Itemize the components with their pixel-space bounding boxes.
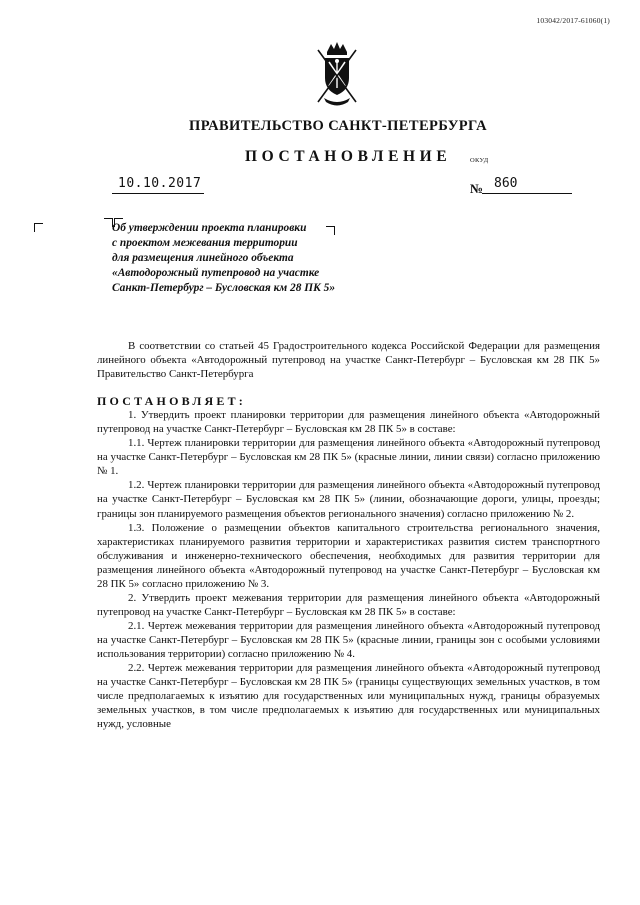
paragraph: 1. Утвердить проект планировки территории для размещения линейного объекта «Автодорожный путепровод на участке Санкт-Петербург – Бусловская км 28 ПК 5» в составе:: [97, 409, 600, 436]
preamble: В соответствии со статьей 45 Градостроительного кодекса Российской Федерации для размещения линейного объекта «Автодорожный путепровод на участке Санкт-Петербург – Бусловская км 28 ПК 5» Правительство Санкт-Петербурга: [97, 340, 600, 381]
decree-number: 860: [494, 176, 518, 191]
decree-body: [97, 339, 600, 731]
okud-label: ОКУД: [470, 157, 489, 164]
decree-title: [112, 221, 335, 296]
paragraph: 1.2. Чертеж планировки территории для размещения линейного объекта «Автодорожный путепровод на участке Санкт-Петербург – Бусловская км 28 ПК 5» (линии, обозначающие дороги, улицы, проезды; границы зон планируемого размещения объектов регионального значения) согласно приложению № 2.: [97, 479, 600, 520]
title-line: с проектом межевания территории: [112, 237, 298, 249]
coat-of-arms-icon: [312, 40, 362, 110]
title-line: «Автодорожный путепровод на участке: [112, 267, 320, 279]
title-line: Об утверждении проекта планировки: [112, 222, 307, 234]
title-line: для размещения линейного объекта: [112, 252, 294, 264]
date-underline: [112, 193, 204, 194]
paragraph: 2.2. Чертеж межевания территории для размещения линейного объекта «Автодорожный путепровод на участке Санкт-Петербург – Бусловская км 28 ПК 5» (границы существующих земельных участков, в том числе предполагаемых к изъятию для государственных или муниципальных нужд, границы образуемых земельных участков, в том числе предполагаемых к изъятию для государственных или муниципальных нужд, условные: [97, 662, 600, 731]
paragraph: 1.3. Положение о размещении объектов капитального строительства регионального значения, характеристиках планируемого развития территории и характеристиках развития систем транспортного обслуживания и инженерно-технического обеспечения, необходимых для развития территории для размещения линейного объекта «Автодорожный путепровод на участке Санкт-Петербург – Бусловская км 28 ПК 5» согласно приложению № 3.: [97, 521, 600, 590]
decree-date: 10.10.2017: [118, 176, 202, 191]
decree-heading: ПОСТАНОВЛЕНИЕ: [245, 148, 452, 165]
resolve-heading: ПОСТАНОВЛЯЕТ:: [97, 394, 246, 409]
paragraph: 2. Утвердить проект межевания территории для размещения линейного объекта «Автодорожный путепровод на участке Санкт-Петербург – Бусловская км 28 ПК 5» в составе:: [97, 591, 600, 618]
number-sign: №: [470, 181, 484, 196]
government-name: ПРАВИТЕЛЬСТВО САНКТ-ПЕТЕРБУРГА: [189, 118, 487, 134]
corner-mark: [34, 223, 43, 232]
government-heading: [0, 118, 640, 135]
paragraph: 2.1. Чертеж межевания территории для размещения линейного объекта «Автодорожный путепровод на участке Санкт-Петербург – Бусловская км 28 ПК 5» (красные линии, границы зон с особыми условиями использования территории) согласно приложению № 4.: [97, 619, 600, 660]
paragraph: 1.1. Чертеж планировки территории для размещения линейного объекта «Автодорожный путепровод на участке Санкт-Петербург – Бусловская км 28 ПК 5» (красные линии, линии связи) согласно приложению № 1.: [97, 437, 600, 478]
number-underline: [482, 193, 572, 194]
document-number: 103042/2017-61060(1): [536, 16, 610, 25]
title-line: Санкт-Петербург – Бусловская км 28 ПК 5»: [112, 282, 336, 294]
